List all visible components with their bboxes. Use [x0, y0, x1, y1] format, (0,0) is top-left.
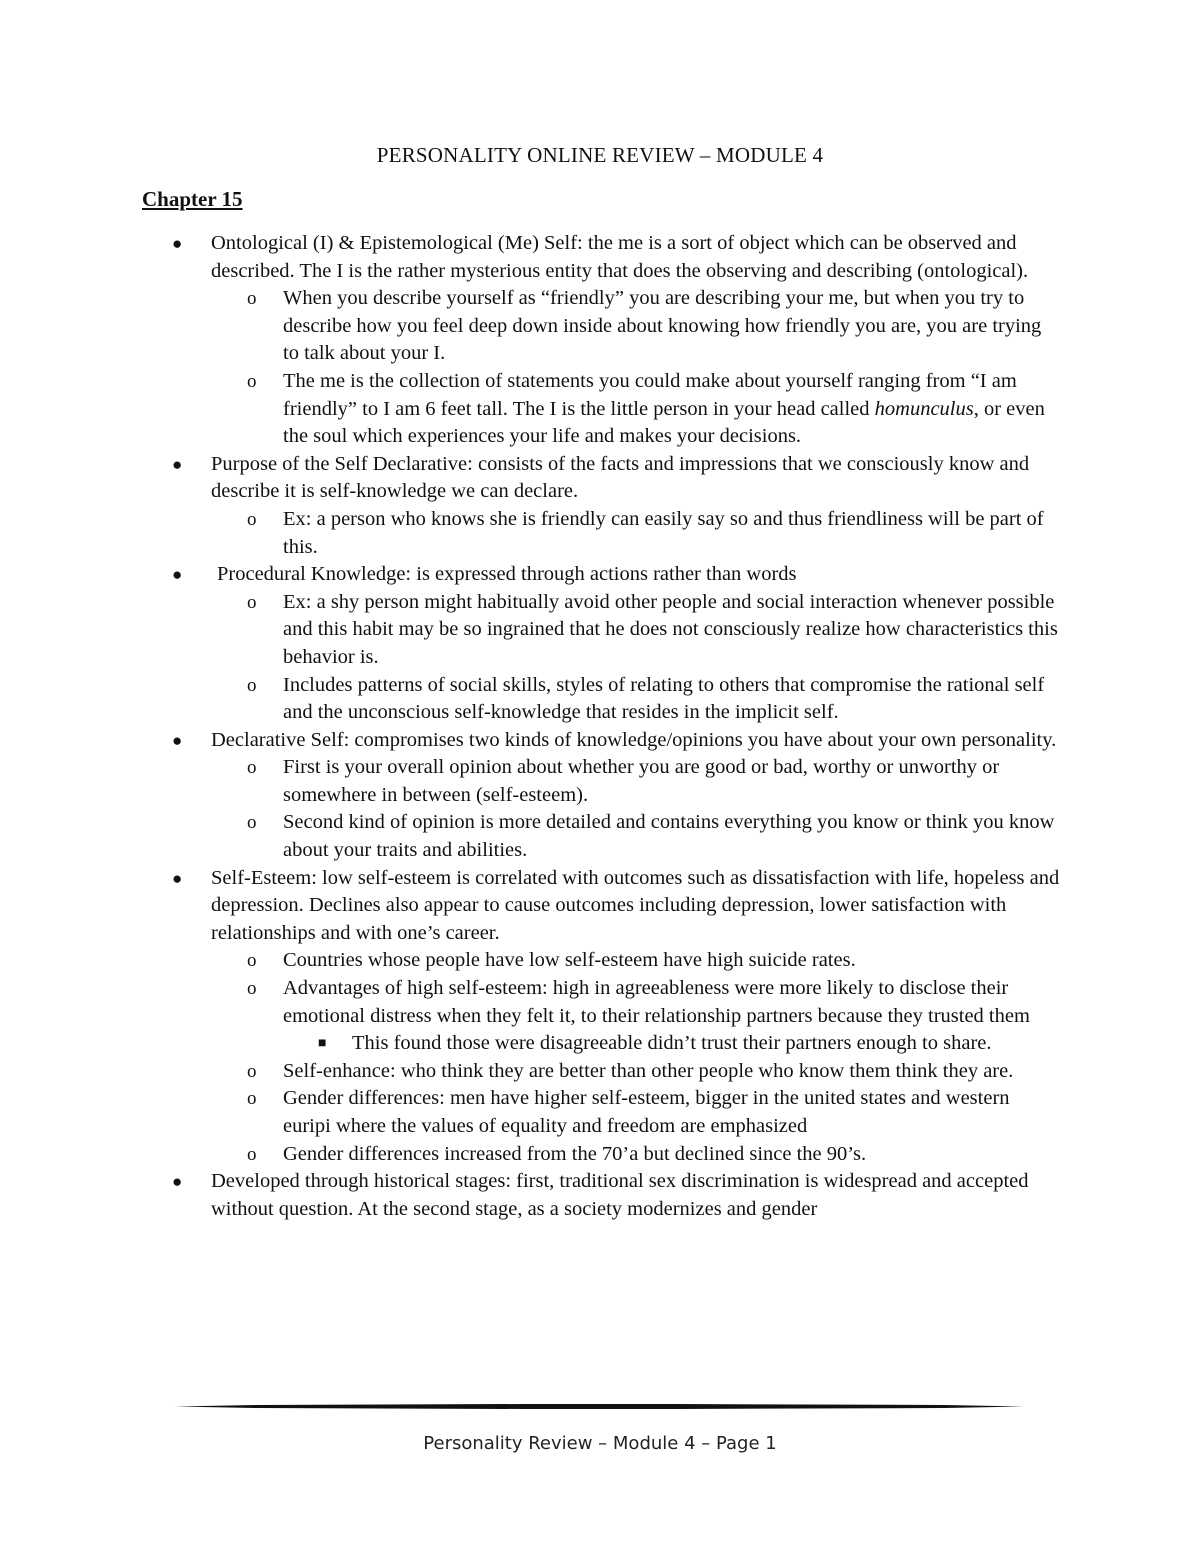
list-item [142, 865, 1062, 948]
list-item-text: Advantages of high self-esteem: high in agreeableness were more likely to disclose their emotional distress when they felt it, to their relationship partners because they trusted them [283, 977, 1030, 1027]
list-item-text: Countries whose people have low self-esteem have high suicide rates. [283, 949, 856, 972]
list-item [142, 975, 1062, 1030]
list-item [142, 285, 1062, 368]
list-item [142, 1168, 1062, 1223]
list-item-text: Gender differences: men have higher self-esteem, bigger in the united states and western euripi where the values of equality and freedom are emphasized [283, 1087, 1010, 1137]
list-item-text: When you describe yourself as “friendly” you are describing your me, but when you try to describe how you feel deep down inside about knowing how friendly you are, you are trying to talk about your I. [283, 287, 1042, 365]
list-item [142, 368, 1062, 451]
list-item-text: Gender differences increased from the 70’a but declined since the 90’s. [283, 1142, 867, 1165]
list-item [142, 1058, 1062, 1086]
list-item [142, 727, 1062, 755]
footer-divider [175, 1404, 1025, 1408]
list-item-text: Ex: a shy person might habitually avoid other people and social interaction whenever possible and this habit may be so ingrained that he does not consciously realize how characteristics this behavior is. [283, 590, 1058, 668]
list-item [142, 672, 1062, 727]
list-item-text: Second kind of opinion is more detailed and contains everything you know or think you know about your traits and abilities. [283, 811, 1055, 862]
bullet-circle-icon: o [247, 288, 257, 310]
document-title: PERSONALITY ONLINE REVIEW – MODULE 4 [376, 143, 824, 167]
bullet-circle-icon: o [247, 370, 257, 392]
list-item-text: Procedural Knowledge: is expressed through actions rather than words [217, 563, 797, 586]
list-item [142, 230, 1062, 285]
bullet-dot-icon: ● [172, 868, 183, 888]
list-item-text: Declarative Self: compromises two kinds of knowledge/opinions you have about your own personality. [211, 728, 1057, 751]
bullet-circle-icon: o [247, 508, 257, 530]
list-item-text: This found those were disagreeable didn’t trust their partners enough to share. [352, 1032, 992, 1055]
bullet-circle-icon: o [247, 674, 257, 696]
bullet-dot-icon: ● [172, 454, 183, 474]
bullet-circle-icon: o [247, 978, 257, 1000]
bullet-circle-icon: o [247, 591, 257, 613]
list-item [142, 947, 1062, 975]
list-item-text: Self-enhance: who think they are better than other people who know them think they are. [283, 1059, 1014, 1082]
list-item-text: Ex: a person who knows she is friendly can easily say so and thus friendliness will be part of this. [283, 507, 1044, 558]
bullet-dot-icon: ● [172, 730, 183, 750]
page-footer: Personality Review – Module 4 – Page 1 [423, 1433, 777, 1454]
bullet-dot-icon: ● [172, 234, 183, 253]
list-item [142, 1030, 1062, 1058]
list-item [142, 589, 1062, 672]
bullet-circle-icon: o [247, 1088, 257, 1110]
bullet-square-icon: ■ [318, 1036, 327, 1052]
list-item-text: Purpose of the Self Declarative: consists of the facts and impressions that we consciously know and describe it is self-knowledge we can declare. [211, 452, 1030, 503]
chapter-heading: Chapter 15 [142, 187, 243, 211]
list-item [142, 754, 1062, 809]
list-item [142, 1085, 1062, 1140]
list-item [142, 1141, 1062, 1169]
emphasis-term: homunculus [874, 397, 974, 420]
list-item-text: Developed through historical stages: first, traditional sex discrimination is widespread and accepted without question. At the second stage, as a society modernizes and gender [211, 1170, 1029, 1220]
list-item-text: Self-Esteem: low self-esteem is correlated with outcomes such as dissatisfaction with life, hopeless and depression. Declines also appear to cause outcomes including depression, lower satisfaction with relationships and with one’s career. [211, 866, 1060, 944]
list-item-text: Ontological (I) & Epistemological (Me) Self: the me is a sort of object which can be observed and described. The I is the rather mysterious entity that does the observing and describing (ontological). [211, 232, 1029, 282]
bullet-dot-icon: ● [172, 1172, 183, 1192]
bullet-circle-icon: o [247, 812, 257, 834]
list-item-text: The me is the collection of statements you could make about yourself ranging from “I am friendly” to I am 6 feet tall. The I is the little person in your head called homunculus, or even the soul which experiences your life and makes your decisions. [283, 369, 1045, 448]
bullet-circle-icon: o [247, 1060, 257, 1082]
list-item [142, 561, 1062, 589]
list-item [142, 809, 1062, 864]
bullet-dot-icon: ● [172, 565, 183, 585]
list-item-text: Includes patterns of social skills, styles of relating to others that compromise the rational self and the unconscious self-knowledge that resides in the implicit self. [283, 673, 1045, 724]
bullet-circle-icon: o [247, 757, 257, 779]
list-item-text: First is your overall opinion about whether you are good or bad, worthy or unworthy or somewhere in between (self-esteem). [283, 756, 1000, 806]
bullet-circle-icon: o [247, 950, 257, 972]
list-item [142, 451, 1062, 506]
bullet-circle-icon: o [247, 1143, 257, 1165]
bullet-list [142, 230, 1062, 1223]
list-item [142, 506, 1062, 561]
